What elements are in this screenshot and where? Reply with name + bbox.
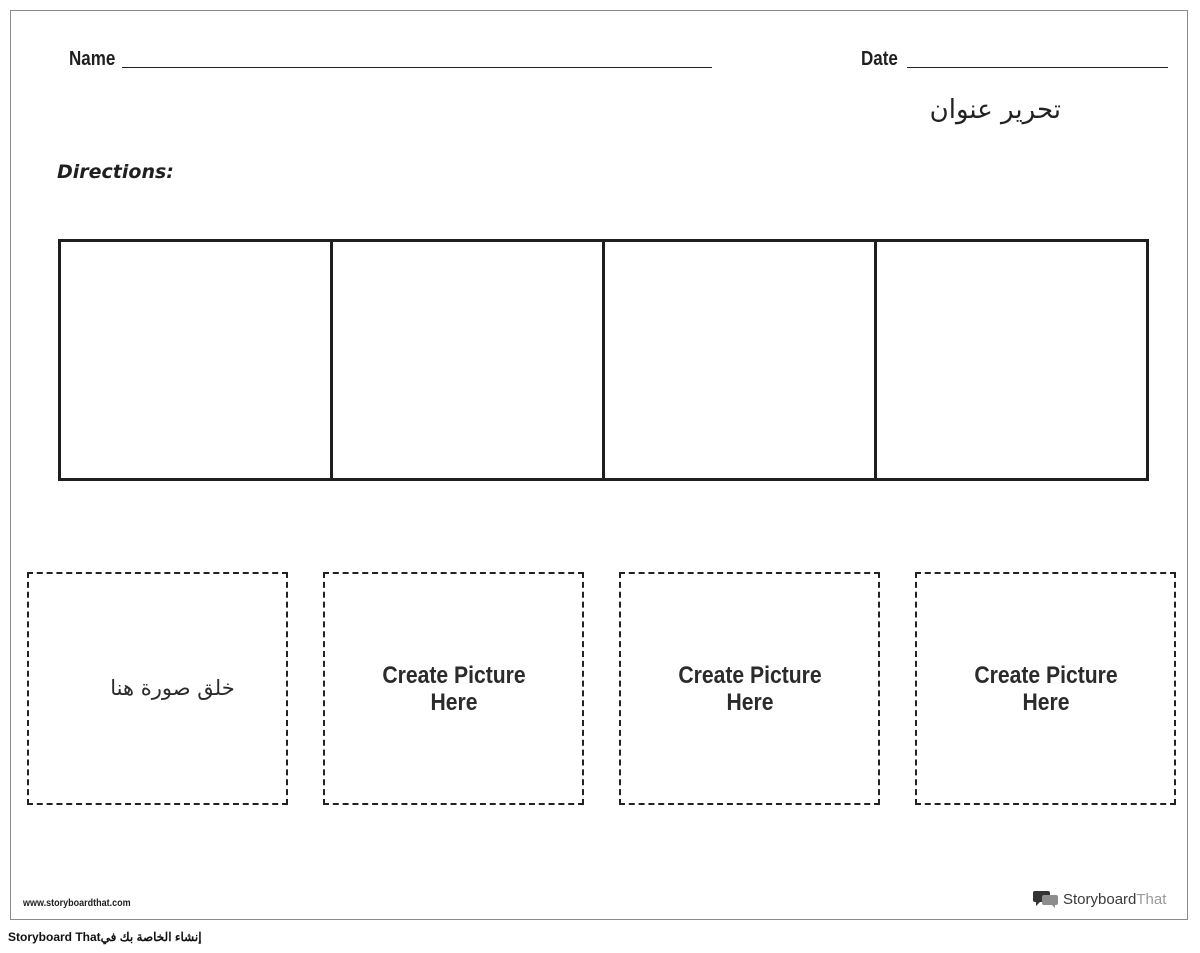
- date-line[interactable]: [907, 67, 1168, 68]
- story-panel[interactable]: [61, 242, 333, 478]
- story-panel[interactable]: [877, 242, 1146, 478]
- story-panel[interactable]: [605, 242, 877, 478]
- storyboard-panels: [58, 239, 1149, 481]
- footer-url: www.storyboardthat.com: [23, 898, 131, 909]
- picture-box-label: Create Picture Here: [381, 661, 526, 716]
- picture-box-label: Create Picture Here: [677, 661, 822, 716]
- directions-label: Directions:: [57, 161, 174, 183]
- speech-bubbles-icon: [1033, 889, 1059, 909]
- picture-box[interactable]: [915, 572, 1176, 805]
- storyboardthat-logo: [1033, 889, 1166, 909]
- bottom-note-text: إنشاء الخاصة بك في: [100, 930, 205, 944]
- brand-word-that: That: [1136, 890, 1167, 908]
- brand-word-storyboard: Storyboard: [1063, 890, 1137, 908]
- name-line[interactable]: [122, 67, 712, 68]
- picture-box[interactable]: [619, 572, 880, 805]
- name-label: Name: [69, 48, 116, 70]
- story-panel[interactable]: [333, 242, 605, 478]
- picture-box[interactable]: [323, 572, 584, 805]
- worksheet-page: [10, 10, 1188, 920]
- picture-box-label: خلق صورة هنا: [110, 676, 235, 700]
- bottom-note: [8, 930, 205, 944]
- picture-box[interactable]: [27, 572, 288, 805]
- page-title[interactable]: تحرير عنوان: [929, 95, 1061, 125]
- picture-box-label: Create Picture Here: [973, 661, 1118, 716]
- bottom-note-brand[interactable]: Storyboard That: [8, 930, 101, 944]
- date-label: Date: [861, 48, 898, 70]
